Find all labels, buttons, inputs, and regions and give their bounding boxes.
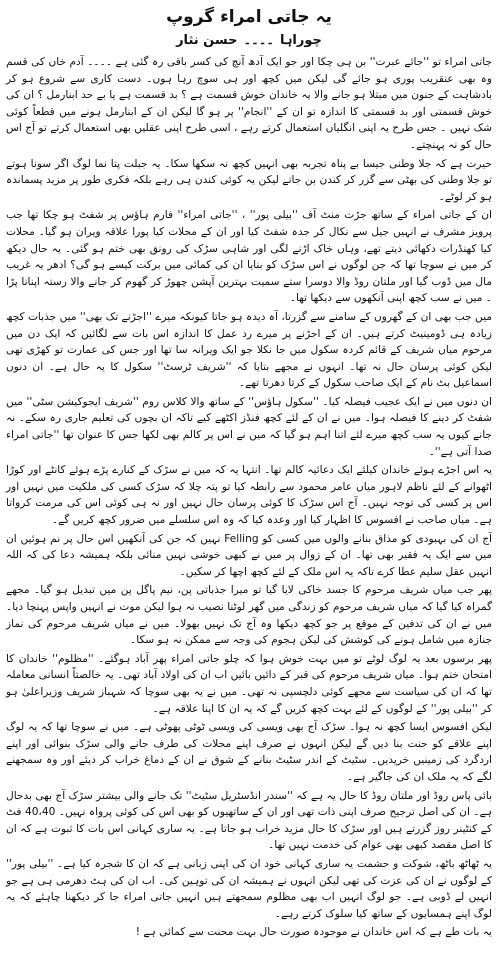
paragraph: یہ اس اجڑے ہوئے خاندان کیلئے ایک دعائیہ کالم تھا۔ انتہا یہ کہ میں نے سڑک کے کنارے پڑے ہوئے کانٹے اور کوڑا اٹھوانے کے لئے ناظم لاہور میاں عامر محمود سے رابطہ کیا تو پتہ چلا کہ سڑک کسی کی ملکیت میں نہیں اور اس پر کسی کی توجہ نہیں۔ آج اس سڑک کا کوئی پرسان حال نہیں اور نہ ہی کوئی اس کی مرمت کرواتا ہے۔ میاں صاحب نے افسوس کا اظہار کیا اور وعدہ کیا کہ وہ اس سلسلے میں ضرور کچھ کریں گے۔ xyxy=(6,464,492,527)
paragraph: حیرت ہے کہ جلا وطنی جیسا بے پناہ تجربہ بھی انہیں کچھ نہ سکھا سکا۔ یہ جبلت پتا نما لوگ اگر سونا ہوتے تو جلا وطنی کی بھٹی سے گزر کر کندن بن جاتے لیکن یہ کوئی کندن ہی رہے بلکہ فکری طور پر مزید پسماندہ ہو کر لوٹے۔ xyxy=(6,157,492,203)
paragraph: لیکن افسوس ایسا کچھ نہ ہوا۔ سڑک آج بھی ویسی کی ویسی ٹوٹی پھوٹی ہے۔ میں نے سوچا تھا کہ یہ لوگ اپنے علاقے کو جنت بنا دیں گے لیکن انہوں نے صرف اپنے محلات کی طرف جانے والی سڑک بنوائی اور اپنے اردگرد کی زمینیں خریدیں۔ سٹیٹ کے اندر سٹیٹ بنانے کے شوق نے ان کے دماغ خراب کر دیئے اور وہ سمجھنے لگے کہ یہ ملک ان کی جاگیر ہے۔ xyxy=(6,721,492,783)
column-body xyxy=(6,54,492,941)
paragraph: پھر برسوں بعد یہ لوگ لوٹے تو میں بہت خوش ہوا کہ چلو جاتی امراء پھر آباد ہوگئے۔ ''مظلوم'' خاندان کا امتحان ختم ہوا۔ میاں شریف مرحوم کی قبر کے دائیں بائیں اب ان کی اولاد آباد تھی۔ یہ خالصتاً انسانی معاملہ تھا کہ ان کی سیاست سے مجھے کوئی دلچسپی نہ تھی۔ میں نے یہ بھی سوچا کہ شہباز شریف وزیراعلیٰ ہو کر ''بیلی پور'' کے لوگوں کے لئے بہت کچھ کریں گے کہ یہ ان کا اپنا علاقہ ہے۔ xyxy=(6,652,492,715)
column-title: یہ جاتی امراء گروپ xyxy=(166,7,332,27)
paragraph: میں جب بھی ان کے گھروں کے سامنے سے گزرتا، آہ دیدہ ہو جاتا کیونکہ میرے ''اجڑنے تک بھی'' میں جذبات کچھ زیادہ ہی ڈومینیٹ کرتے ہیں۔ ان کے اجڑنے پر میرے رد عمل کا اندازہ اس بات سے لگائیں کہ ایک دن میں مرحوم میاں شریف کے قائم کردہ سکول میں جا نکلا جو ایک ویرانہ سا تھا اور جس کی عمارت تو کھڑی تھی لیکن کوئی پرسان حال نہ تھا۔ انہوں نے مجھے بتایا کہ ''شریف ٹرسٹ'' سکول کا یہ حال ہے۔ ان دنوں اسماعیل بٹ نام کے ایک صاحب سکول کے کرتا دھرتا تھے۔ xyxy=(6,310,492,390)
paragraph: یہ ٹھاٹھ باٹھ، شوکت و حشمت یہ ساری کہانی خود ان کی اپنی زبانی ہے کہ ان کا شجرہ کیا ہے۔ ''بیلی پور'' کے لوگوں نے ان کی عزت کی تھی لیکن انہوں نے ہمیشہ ان کی توہین کی۔ اب ان کی ہٹ دھرمی ہی ہے جو انہیں لے ڈوبی ہے۔ جو لوگ انہیں اب بھی مظلوم سمجھتے ہیں انہیں جاتی امراء جا کر دیکھنا چاہئے کہ یہ لوگ اپنے ہمسایوں کے ساتھ کیا سلوک کرتے رہے۔ xyxy=(6,857,492,920)
author-name: حسن نثار xyxy=(176,33,238,48)
byline xyxy=(6,32,492,50)
column-name: چوراہا xyxy=(279,33,322,48)
paragraph: یہ بات طے ہے کہ اس خاندان نے موجودہ صورت حال بہت محنت سے کمائی ہے ! xyxy=(135,926,492,939)
byline-separator: ۔۔۔۔ xyxy=(243,33,274,48)
paragraph: ان دنوں میں نے ایک عجیب فیصلہ کیا۔ ''سکول ہاؤس'' کے ساتھ والا کلاس روم ''شریف ایجوکیشن سٹی'' میں شفٹ کر دینے کا فیصلہ ہوا۔ میں نے ان کے لئے کچھ فنڈز اکٹھے کیے تاکہ ان بچوں کی تعلیم جاری رہ سکے۔ نہ جانے کیوں یہ سب کچھ میرے لئے اتنا اہم ہو گیا کہ میں نے اس پر کالم بھی لکھا جس کا عنوان تھا ''جاتی امراء صدا آتی ہے''۔ xyxy=(6,395,492,458)
paragraph: ان کے جاتی امراء کے ساتھ جڑت منٹ آف ''بیلی پور'' ، ''جاتی امراء'' فارم ہاؤس پر شفٹ ہو چکا تھا جب پرویز مشرف نے انہیں جیل سے نکال کر جدہ شفٹ کیا اور ان کے محلات کیا پورا علاقہ ویران ہو گیا۔ محلات کیا کھنڈرات دکھائی دیتے تھے، وہاں خاک اڑنے لگی اور شاہی سڑک کی رونق بھی ختم ہو گئی۔ یہ حال دیکھ کر میں نے سوچا تھا کہ جن لوگوں نے اس سڑک کو بنایا ان کی کمائی میں برکت کیسے ہو گی؟ ادھر یہ غریب مال میں ڈوب گیا اور ملتان روڈ والا دوسرا ستے سمیت بہترین آپشن چھوڑ کر گھوم کر جانے والا رستہ اپنانا پڑا ۔ میں نے سب کچھ اپنی آنکھوں سے دیکھا تھا۔ xyxy=(6,209,492,305)
paragraph: آج ان کی بہبودی کو مذاق بنانے والوں میں کسی کو Felling نہیں کہ جن کی آنکھیں اس حال پر نم ہوئیں ان میں سے ایک یہ فقیر بھی تھا۔ ان کے زوال پر میں نے کبھی خوشی نہیں منائی بلکہ ہمیشہ دعا کی کہ اللہ انہیں عقل سلیم عطا کرے تاکہ یہ اس ملک کے لئے کچھ اچھا کر سکیں۔ xyxy=(6,532,492,578)
paragraph: پھر جب میاں شریف مرحوم کا جسد خاکی لایا گیا تو میرا جذباتی پن، نیم پاگل پن میں تبدیل ہو گیا۔ مجھے گمراہ کیا گیا کہ میاں شریف مرحوم کو زندگی میں گھر لوٹنا نصیب نہ ہوا لیکن موت نے انہیں واپس پہنچا دیا۔ میں نے ان کی تدفین کے موقع پر جو کچھ دیکھا وہ آج تک نہیں بھولا۔ میں نے میاں شریف مرحوم کی نماز جنازہ میں شامل ہونے کی کوشش کی لیکن ہجوم کی وجہ سے ممکن نہ ہو سکا۔ xyxy=(6,584,492,647)
paragraph: بائی پاس روڈ اور ملتان روڈ کا حال یہ ہے کہ ''سندر انڈسٹریل سٹیٹ'' تک جانے والی بیشتر سڑک آج بھی بدحال ہے۔ ان کی اصل ترجیح صرف اپنی ذات تھی اور ان کے ساتھیوں کو بھی اس کی کوئی پرواہ نہیں۔ 40،40 فٹ کے کنٹینر روز گزرتے ہیں اور سڑک کا حال مزید خراب ہو جاتا ہے۔ یہ ساری کہانی اس بات کا ثبوت ہے کہ ان کا اصل مقصد کبھی بھی عوام کی خدمت نہیں تھا۔ xyxy=(6,789,492,852)
paragraph: جاتی امراء تو ''جائے عبرت'' بن ہی چکا اور جو ایک آدھ آنچ کی کسر باقی رہ گئی ہے ۔۔۔۔ آدم خاں کی قسم وہ بھی عنقریب پوری ہو جائے گی لیکن میں کچھ اور ہی سوچ رہا ہوں۔ دست کاری سے شروع ہو کر بادشاہت کے جنون میں مبتلا ہو جانے والا یہ خاندان خوش قسمت ہے ؟ بد قسمت ہے یا بے حد ابنارمل ؟ ان کی خوش قسمتی اور بد قسمتی کا اندازہ تو ان کے ''انجام'' پر ہو گا لیکن ان کے ابنارمل ہونے میں قطعاً کوئی شک نہیں ۔ جس طرح یہ اپنی انگلیاں استعمال کرتے رہے ، اسی طرح اپنی عقلیں بھی استعمال کرتے تو آج اس حال کو نہ پہنچتے۔ xyxy=(6,56,492,151)
